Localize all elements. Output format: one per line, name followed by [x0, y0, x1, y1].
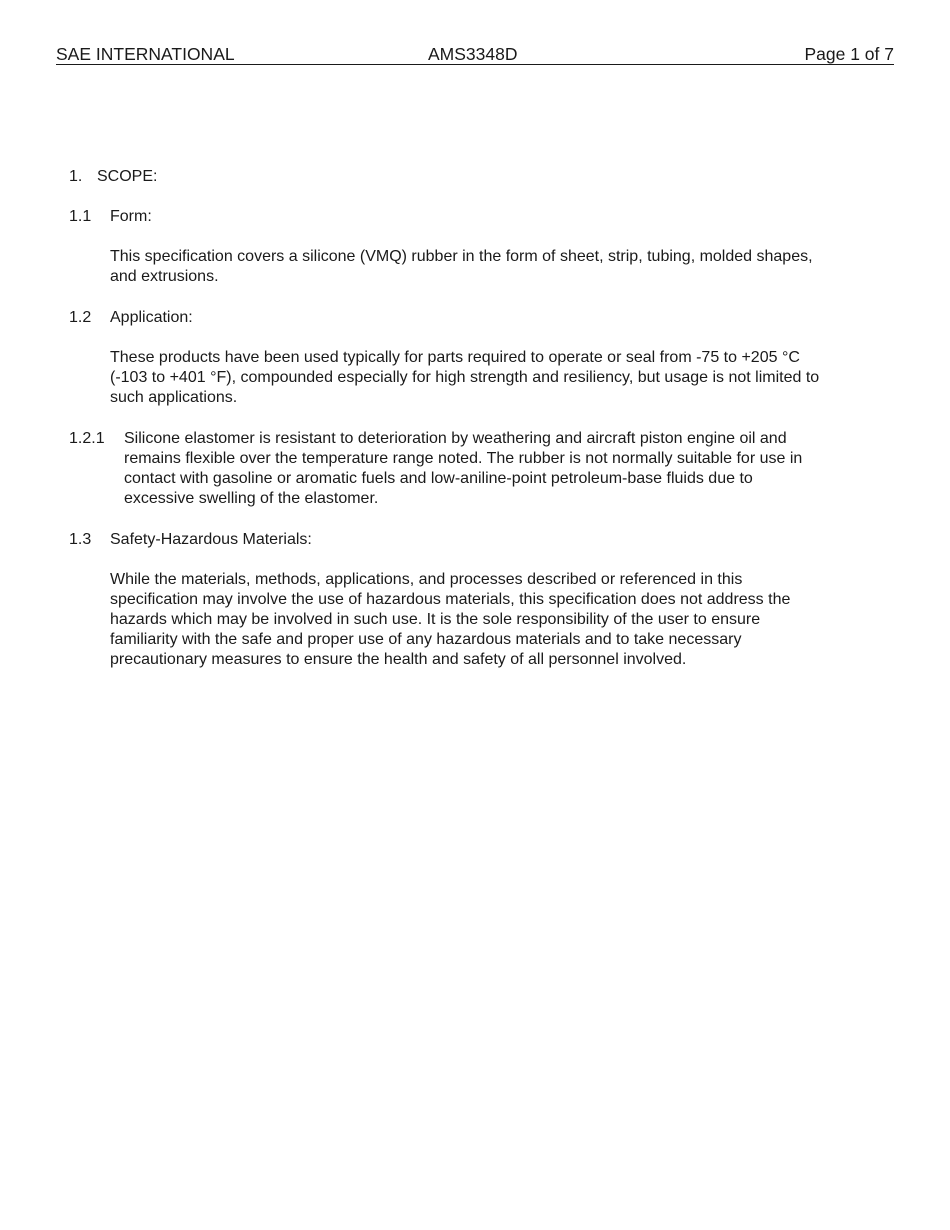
header-document-id: AMS3348D [428, 44, 518, 64]
section-1-3-body [110, 570, 870, 670]
body-line: remains flexible over the temperature range noted. The rubber is not normally suitable for use in [124, 450, 803, 467]
body-line: While the materials, methods, applications, and processes described or referenced in this [110, 571, 743, 588]
body-line: excessive swelling of the elastomer. [124, 490, 379, 507]
body-line: and extrusions. [110, 268, 219, 285]
body-line: specification may involve the use of hazardous materials, this specification does not address the [110, 591, 791, 608]
body-line: Silicone elastomer is resistant to deterioration by weathering and aircraft piston engine oil and [124, 430, 787, 447]
section-1-1-number: 1.1 [69, 208, 92, 225]
header-organization: SAE INTERNATIONAL [56, 44, 235, 64]
body-line: precautionary measures to ensure the health and safety of all personnel involved. [110, 651, 687, 668]
section-1-3-number: 1.3 [69, 531, 92, 548]
page-header [56, 44, 894, 65]
section-1-2-1-body [124, 429, 884, 509]
section-1-2-1-number: 1.2.1 [69, 430, 105, 447]
section-1-2-title: Application: [110, 309, 193, 326]
section-1-1-title: Form: [110, 208, 152, 225]
body-line: such applications. [110, 389, 238, 406]
body-line: familiarity with the safe and proper use of any hazardous materials and to take necessary [110, 631, 742, 648]
body-line: This specification covers a silicone (VMQ) rubber in the form of sheet, strip, tubing, molded shapes, [110, 248, 813, 265]
body-line: hazards which may be involved in such use. It is the sole responsibility of the user to ensure [110, 611, 761, 628]
body-line: These products have been used typically for parts required to operate or seal from -75 to +205 °C [110, 349, 800, 366]
header-page-number: Page 1 of 7 [804, 44, 894, 64]
section-1-2-number: 1.2 [69, 309, 92, 326]
body-line: (-103 to +401 °F), compounded especially for high strength and resiliency, but usage is not limited to [110, 369, 820, 386]
section-1-1-body [110, 247, 870, 287]
section-1-title: SCOPE: [97, 168, 158, 185]
section-1-2-body [110, 348, 870, 408]
section-1-number: 1. [69, 168, 83, 185]
body-line: contact with gasoline or aromatic fuels and low-aniline-point petroleum-base fluids due to [124, 470, 753, 487]
section-1-3-title: Safety-Hazardous Materials: [110, 531, 312, 548]
